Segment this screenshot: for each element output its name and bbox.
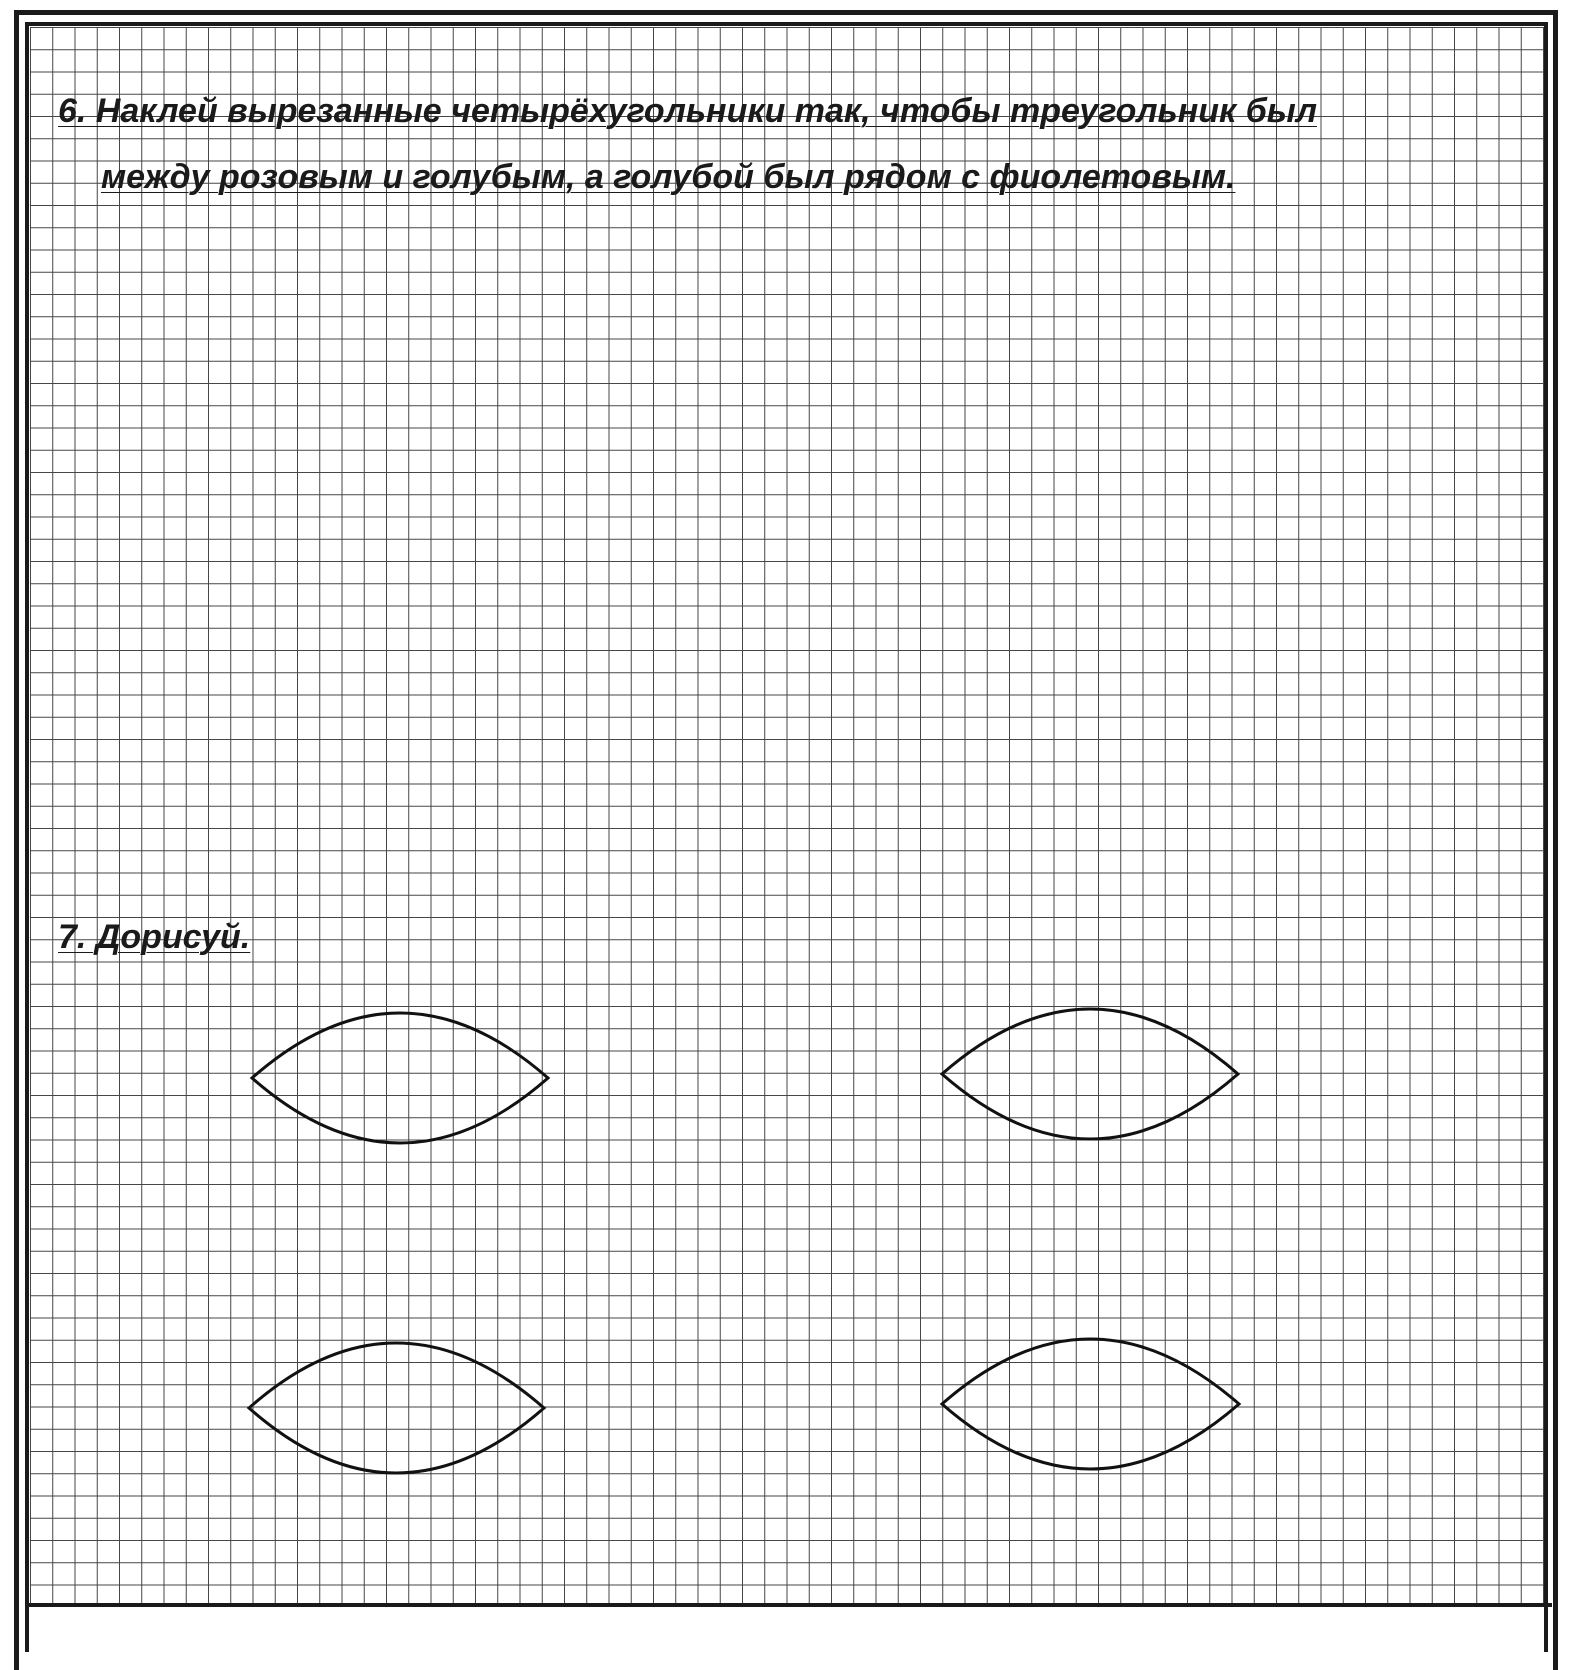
task-7-instruction: 7. Дорисуй. [58, 918, 251, 956]
task-6-instruction-line-2: между розовым и голубым, а голубой был рядом с фиолетовым. [101, 158, 1236, 196]
graph-paper-grid [30, 27, 1544, 1603]
bottom-divider [25, 1603, 1552, 1607]
task-6-instruction-line-1: 6. Наклей вырезанные четырёхугольники так, чтобы треугольник был [58, 92, 1317, 130]
